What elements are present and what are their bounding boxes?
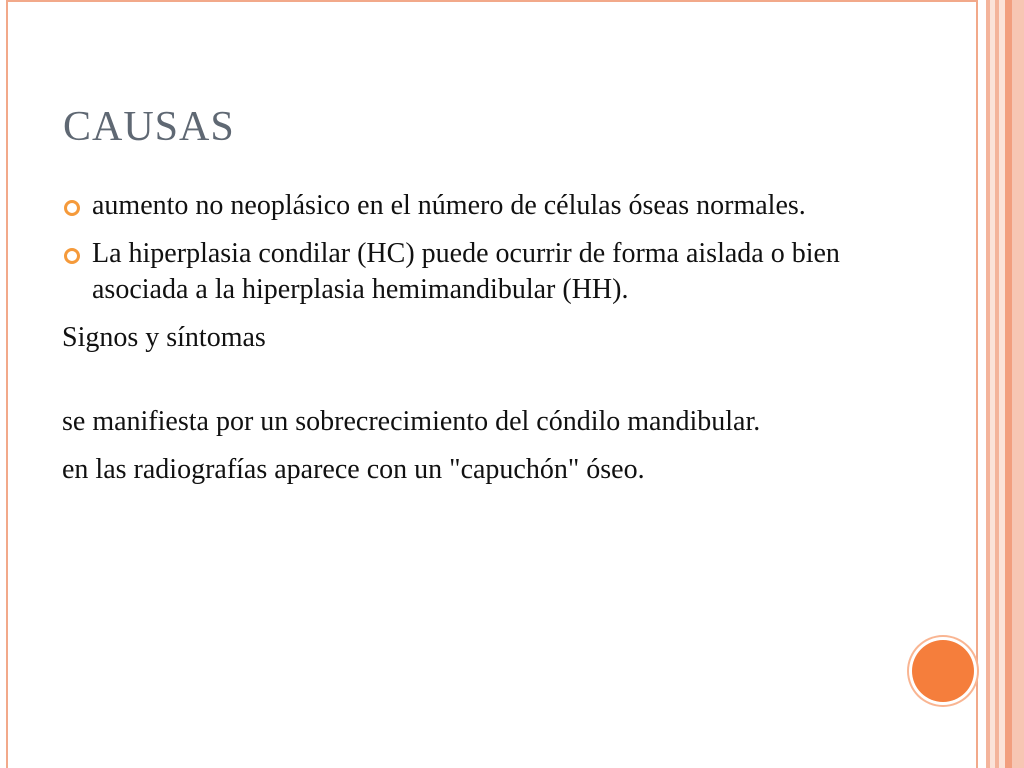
bullet-text: La hiperplasia condilar (HC) puede ocurrir de forma aislada o bien asociada a la hiperplasia hemimandibular (HH). <box>92 238 840 305</box>
bullet-circle-icon <box>64 200 80 216</box>
bullet-item <box>62 188 922 224</box>
slide-content <box>62 188 922 500</box>
bullet-item <box>62 236 922 308</box>
decorative-circle <box>912 640 974 702</box>
decorative-stripe <box>1005 0 1012 768</box>
decorative-stripe <box>1012 0 1024 768</box>
subheading: Signos y síntomas <box>62 322 266 353</box>
frame-top-border <box>6 0 978 2</box>
bullet-text: aumento no neoplásico en el número de células óseas normales. <box>92 190 806 221</box>
bullet-circle-icon <box>64 248 80 264</box>
frame-right-border <box>976 0 978 768</box>
paragraph: en las radiografías aparece con un "capuchón" óseo. <box>62 454 645 485</box>
frame-left-border <box>6 0 8 768</box>
paragraph: se manifiesta por un sobrecrecimiento del cóndilo mandibular. <box>62 406 761 437</box>
slide-title: CAUSAS <box>63 104 235 150</box>
